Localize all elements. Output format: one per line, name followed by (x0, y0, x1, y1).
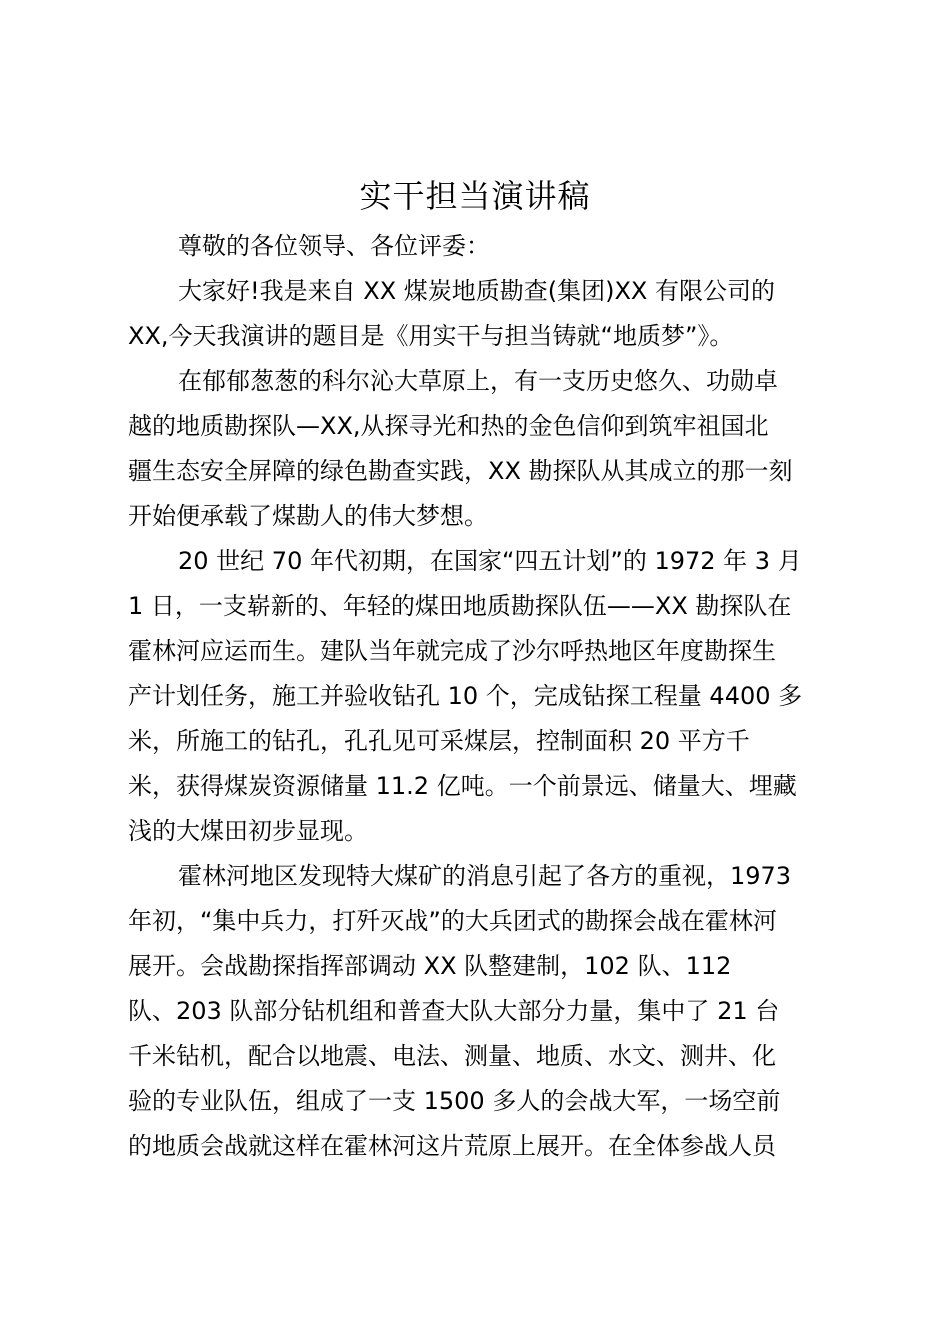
paragraph-line: 米，所施工的钻孔，孔孔见可采煤层，控制面积 20 平方千 (128, 727, 750, 755)
paragraph-line: 20 世纪 70 年代初期，在国家“四五计划”的 1972 年 3 月 (178, 547, 802, 575)
paragraph-line: 开始便承载了煤勘人的伟大梦想。 (128, 502, 488, 530)
salutation-line: 尊敬的各位领导、各位评委： (178, 232, 490, 260)
paragraph-line: 队、203 队部分钻机组和普查大队大部分力量，集中了 21 台 (128, 997, 780, 1025)
paragraph-line: 1 日，一支崭新的、年轻的煤田地质勘探队伍——XX 勘探队在 (128, 592, 792, 620)
paragraph-line: 大家好!我是来自 XX 煤炭地质勘查(集团)XX 有限公司的 (178, 277, 775, 305)
paragraph-line: 浅的大煤田初步显现。 (128, 817, 368, 845)
document-title: 实干担当演讲稿 (359, 177, 591, 215)
paragraph-line: 产计划任务，施工并验收钻孔 10 个，完成钻探工程量 4400 多 (128, 682, 803, 710)
paragraph-line: 年初，“集中兵力，打歼灭战”的大兵团式的勘探会战在霍林河 (128, 907, 777, 935)
paragraph-line: 霍林河应运而生。建队当年就完成了沙尔呼热地区年度勘探生 (128, 637, 776, 665)
paragraph-line: XX,今天我演讲的题目是《用实干与担当铸就“地质梦”》。 (128, 322, 734, 350)
paragraph-line: 验的专业队伍，组成了一支 1500 多人的会战大军，一场空前 (128, 1087, 781, 1115)
paragraph-line: 疆生态安全屏障的绿色勘查实践，XX 勘探队从其成立的那一刻 (128, 457, 793, 485)
paragraph-line: 米，获得煤炭资源储量 11.2 亿吨。一个前景远、储量大、埋藏 (128, 772, 797, 800)
paragraph-line: 在郁郁葱葱的科尔沁大草原上，有一支历史悠久、功勋卓 (178, 367, 778, 395)
paragraph-line: 的地质会战就这样在霍林河这片荒原上展开。在全体参战人员 (128, 1132, 776, 1160)
paragraph-line: 霍林河地区发现特大煤矿的消息引起了各方的重视，1973 (178, 862, 792, 890)
paragraph-line: 越的地质勘探队—XX,从探寻光和热的金色信仰到筑牢祖国北 (128, 412, 769, 440)
paragraph-line: 千米钻机，配合以地震、电法、测量、地质、水文、测井、化 (128, 1042, 776, 1070)
paragraph-line: 展开。会战勘探指挥部调动 XX 队整建制，102 队、112 (128, 952, 732, 980)
